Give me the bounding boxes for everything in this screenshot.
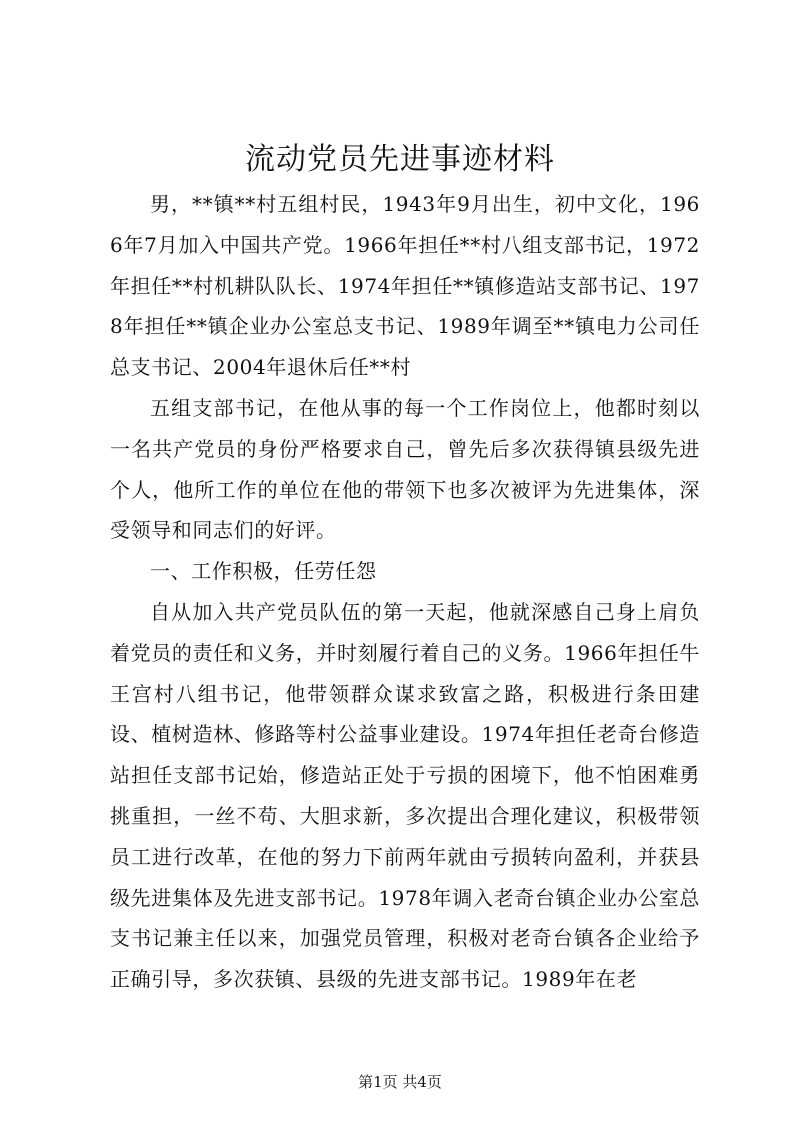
section-heading: 一、工作积极，任劳任怨 xyxy=(150,559,377,584)
document-title: 流动党员先进事迹材料 xyxy=(245,142,555,177)
paragraph-continuation: 五组支部书记，在他从事的每一个工作岗位上，他都时刻以一名共产党员的身份严格要求自己，曾先后多次获得镇县级先进个人，他所工作的单位在他的带领下也多次被评为先进集体，深受领导和同志们的好评。 xyxy=(110,395,700,543)
paragraph-intro: 男，**镇**村五组村民，1943年9月出生，初中文化，1966年7月加入中国共产党。1966年担任**村八组支部书记，1972年担任**村机耕队队长、1974年担任**镇修造站支部书记、1978年担任**镇企业办公室总支书记、1989年调至**镇电力公司任总支书记、2004年退休后任**村 xyxy=(110,192,700,380)
paragraph-section-one: 自从加入共产党员队伍的第一天起，他就深感自己身上肩负着党员的责任和义务，并时刻履行着自己的义务。1966年担任牛王宫村八组书记，他带领群众谋求致富之路，积极进行条田建设、植树造林、修路等村公益事业建设。1974年担任老奇台修造站担任支部书记始，修造站正处于亏损的困境下，他不怕困难勇挑重担，一丝不苟、大胆求新，多次提出合理化建议，积极带领员工进行改革，在他的努力下前两年就由亏损转向盈利，并获县级先进集体及先进支部书记。1978年调入老奇台镇企业办公室总支书记兼主任以来，加强党员管理，积极对老奇台镇各企业给予正确引导，多次获镇、县级的先进支部书记。1989年在老 xyxy=(110,599,700,992)
document-body xyxy=(110,184,700,1000)
page-number-footer: 第1页 共4页 xyxy=(358,1073,442,1091)
